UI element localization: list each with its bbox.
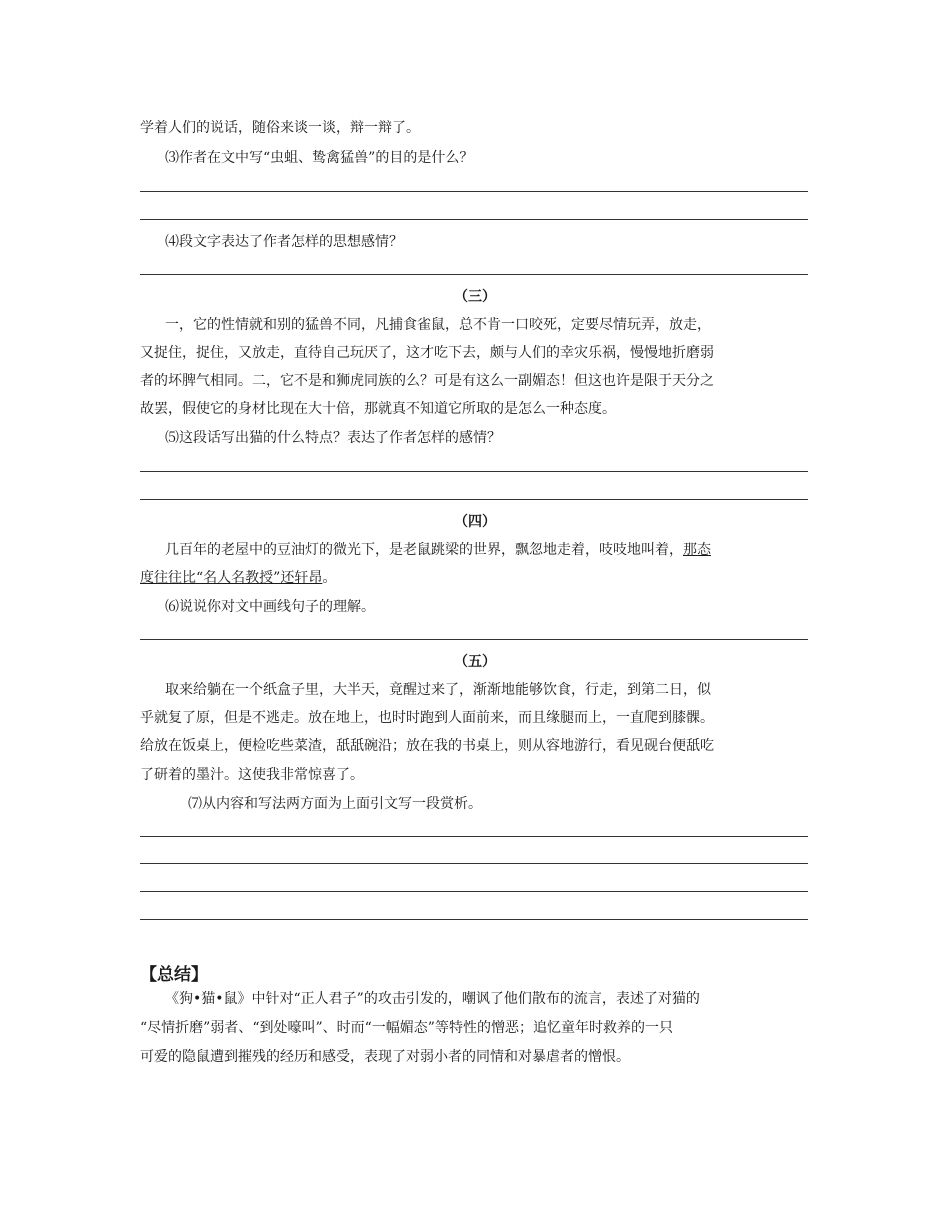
summary-line-3: 可爱的隐鼠遭到摧残的经历和感受，表现了对弱小者的同情和对暴虐者的憎恨。 [140, 1049, 630, 1065]
answer-line [140, 471, 808, 472]
question-3: ⑶作者在文中写“虫蛆、鸷禽猛兽”的目的是什么？ [165, 150, 474, 166]
passage-4-text: 几百年的老屋中的豆油灯的微光下，是老鼠跳梁的世界，飘忽地走着，吱吱地叫着， [165, 542, 683, 558]
section-5-heading: （五） [454, 654, 496, 670]
answer-line [140, 919, 808, 920]
continuation-text: 学着人们的说话，随俗来谈一谈，辩一辩了。 [140, 120, 420, 136]
question-7: ⑺从内容和写法两方面为上面引文写一段赏析。 [188, 796, 482, 812]
answer-line [140, 891, 808, 892]
answer-line [140, 836, 808, 837]
passage-5-line-3: 给放在饭桌上，便检吃些菜渣，舐舐碗沿；放在我的书桌上，则从容地游行，看见砚台便舐吃 [140, 738, 714, 754]
passage-4-line-2 [140, 568, 810, 588]
answer-line [140, 863, 808, 864]
passage-3-line-1: 一，它的性情就和别的猛兽不同，凡捕食雀鼠，总不肯一口咬死，定要尽情玩弄，放走， [165, 317, 711, 333]
summary-heading: 【总结】 [140, 965, 208, 985]
summary-line-1: 《狗•猫•鼠》中针对“正人君子”的攻击引发的，嘲讽了他们散布的流言，表述了对猫的 [165, 991, 700, 1007]
passage-3-line-4: 故罢，假使它的身材比现在大十倍，那就真不知道它所取的是怎么一种态度。 [140, 401, 616, 417]
section-4-heading: （四） [454, 514, 496, 530]
answer-line [140, 639, 808, 640]
answer-line [140, 274, 808, 275]
underlined-sentence-end: 度往往比“名人名教授”还轩昂 [140, 570, 323, 586]
passage-4-line-1 [165, 540, 810, 560]
answer-line [140, 219, 808, 220]
question-4: ⑷段文字表达了作者怎样的思想感情？ [165, 234, 403, 250]
section-3-heading: （三） [454, 289, 496, 305]
underlined-sentence-start: 那态 [683, 542, 711, 558]
passage-4-period: 。 [322, 570, 337, 586]
passage-5-line-4: 了研着的墨汁。这使我非常惊喜了。 [140, 767, 364, 783]
passage-3-line-2: 又捉住，捉住，又放走，直待自己玩厌了，这才吃下去，颇与人们的幸灾乐祸，慢慢地折磨弱 [140, 345, 714, 361]
question-5: ⑸这段话写出猫的什么特点？表达了作者怎样的感情？ [165, 430, 501, 446]
passage-3-line-3: 者的坏脾气相同。二，它不是和狮虎同族的么？可是有这么一副媚态！但这也许是限于天分之 [140, 373, 714, 389]
summary-line-2: “尽情折磨”弱者、“到处嚎叫”、时而“一幅媚态”等特性的憎恶；追忆童年时救养的一只 [140, 1020, 673, 1036]
answer-line [140, 499, 808, 500]
passage-5-line-1: 取来给躺在一个纸盒子里，大半天，竟醒过来了，渐渐地能够饮食，行走，到第二日，似 [165, 682, 711, 698]
answer-line [140, 191, 808, 192]
passage-5-line-2: 乎就复了原，但是不逃走。放在地上，也时时跑到人面前来，而且缘腿而上，一直爬到膝髁。 [140, 710, 714, 726]
question-6: ⑹说说你对文中画线句子的理解。 [165, 599, 375, 615]
